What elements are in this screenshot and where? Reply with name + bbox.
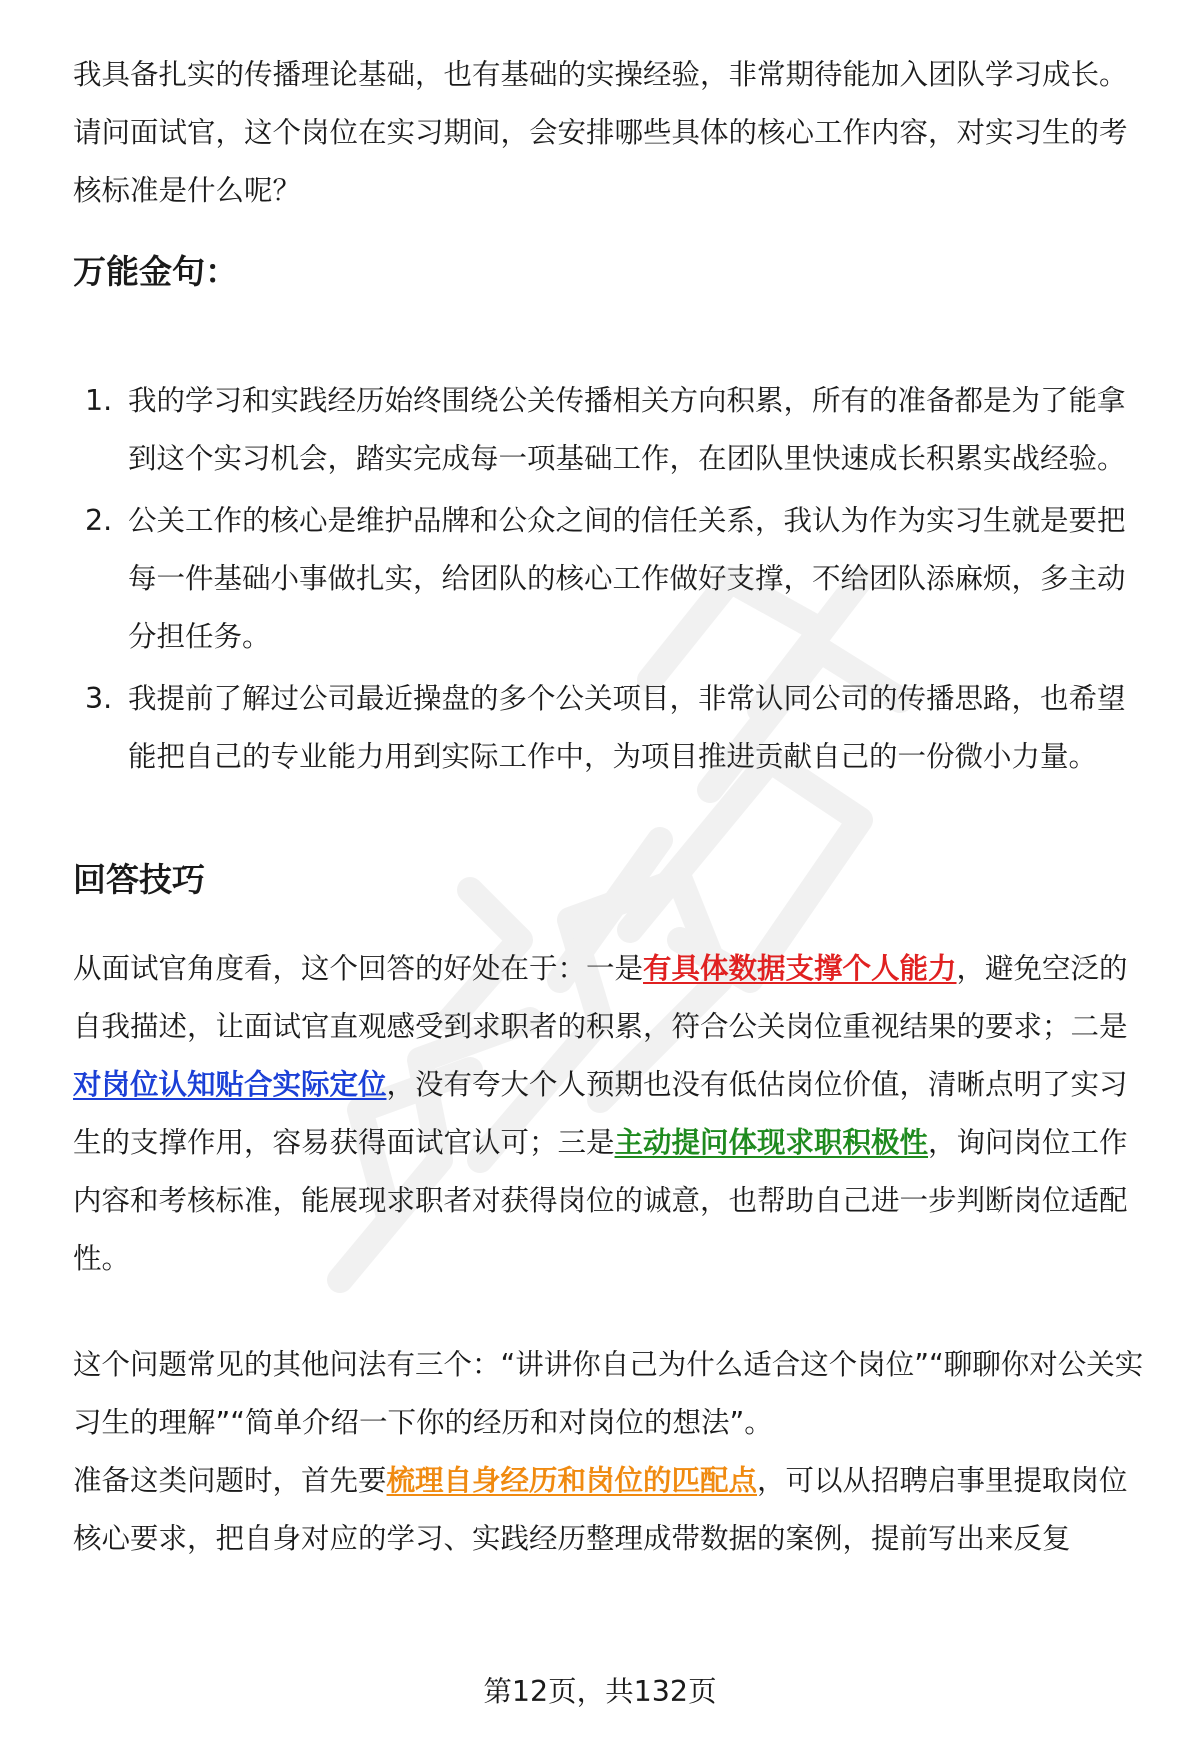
list-item-text: 公关工作的核心是维护品牌和公众之间的信任关系，我认为作为实习生就是要把每一件基础小事做扎实，给团队的核心工作做好支撑，不给团队添麻烦，多主动分担任务。	[128, 504, 1126, 653]
tips-text: ，避免空泛的自我描述，让面试官直观感受到求职者的积累，符合公关岗位重视结果的要求；二是	[73, 952, 1128, 1043]
list-item-number: 3.	[85, 682, 113, 715]
list-item	[73, 372, 1148, 488]
tips-text: 准备这类问题时，首先要	[73, 1464, 387, 1497]
tips-paragraph-alternatives: 这个问题常见的其他问法有三个：“讲讲你自己为什么适合这个岗位”“聊聊你对公关实习生的理解”“简单介绍一下你的经历和对岗位的想法”。	[73, 1348, 1144, 1439]
list-item-number: 1.	[85, 384, 113, 417]
highlight-matching-points: 梳理自身经历和岗位的匹配点	[386, 1464, 758, 1497]
tips-text: ，可以从招聘启事里提取岗位核心要求，把自身对应的学习、实践经历整理成带数据的案例，提前写出来反复	[73, 1464, 1128, 1555]
list-item-number: 2.	[85, 504, 113, 537]
highlight-proactive-question: 主动提问体现求职积极性	[614, 1126, 929, 1159]
tips-paragraph-analysis	[73, 940, 1148, 1288]
tips-text: 从面试官角度看，这个回答的好处在于：一是	[73, 952, 644, 985]
tips-text: ，询问岗位工作内容和考核标准，能展现求职者对获得岗位的诚意，也帮助自己进一步判断岗位适配性。	[73, 1126, 1128, 1275]
golden-sentences-heading: 万能金句：	[73, 252, 238, 291]
tips-text: ，没有夸大个人预期也没有低估岗位价值，清晰点明了实习生的支撑作用，容易获得面试官认可；三是	[73, 1068, 1128, 1159]
list-item	[73, 492, 1148, 666]
list-item-text: 我的学习和实践经历始终围绕公关传播相关方向积累，所有的准备都是为了能拿到这个实习机会，踏实完成每一项基础工作，在团队里快速成长积累实战经验。	[128, 384, 1126, 475]
golden-sentences-list	[73, 372, 1148, 790]
list-item	[73, 670, 1148, 786]
highlight-role-cognition: 对岗位认知贴合实际定位	[73, 1068, 387, 1101]
page-number-footer: 第12页，共132页	[483, 1675, 717, 1708]
answer-tips-heading: 回答技巧	[73, 860, 205, 899]
tips-paragraph-preparation	[73, 1452, 1148, 1568]
list-item-text: 我提前了解过公司最近操盘的多个公关项目，非常认同公司的传播思路，也希望能把自己的专业能力用到实际工作中，为项目推进贡献自己的一份微小力量。	[128, 682, 1126, 773]
highlight-data-support: 有具体数据支撑个人能力	[643, 952, 957, 985]
intro-paragraph: 我具备扎实的传播理论基础，也有基础的实操经验，非常期待能加入团队学习成长。请问面试官，这个岗位在实习期间，会安排哪些具体的核心工作内容，对实习生的考核标准是什么呢？	[73, 58, 1128, 207]
